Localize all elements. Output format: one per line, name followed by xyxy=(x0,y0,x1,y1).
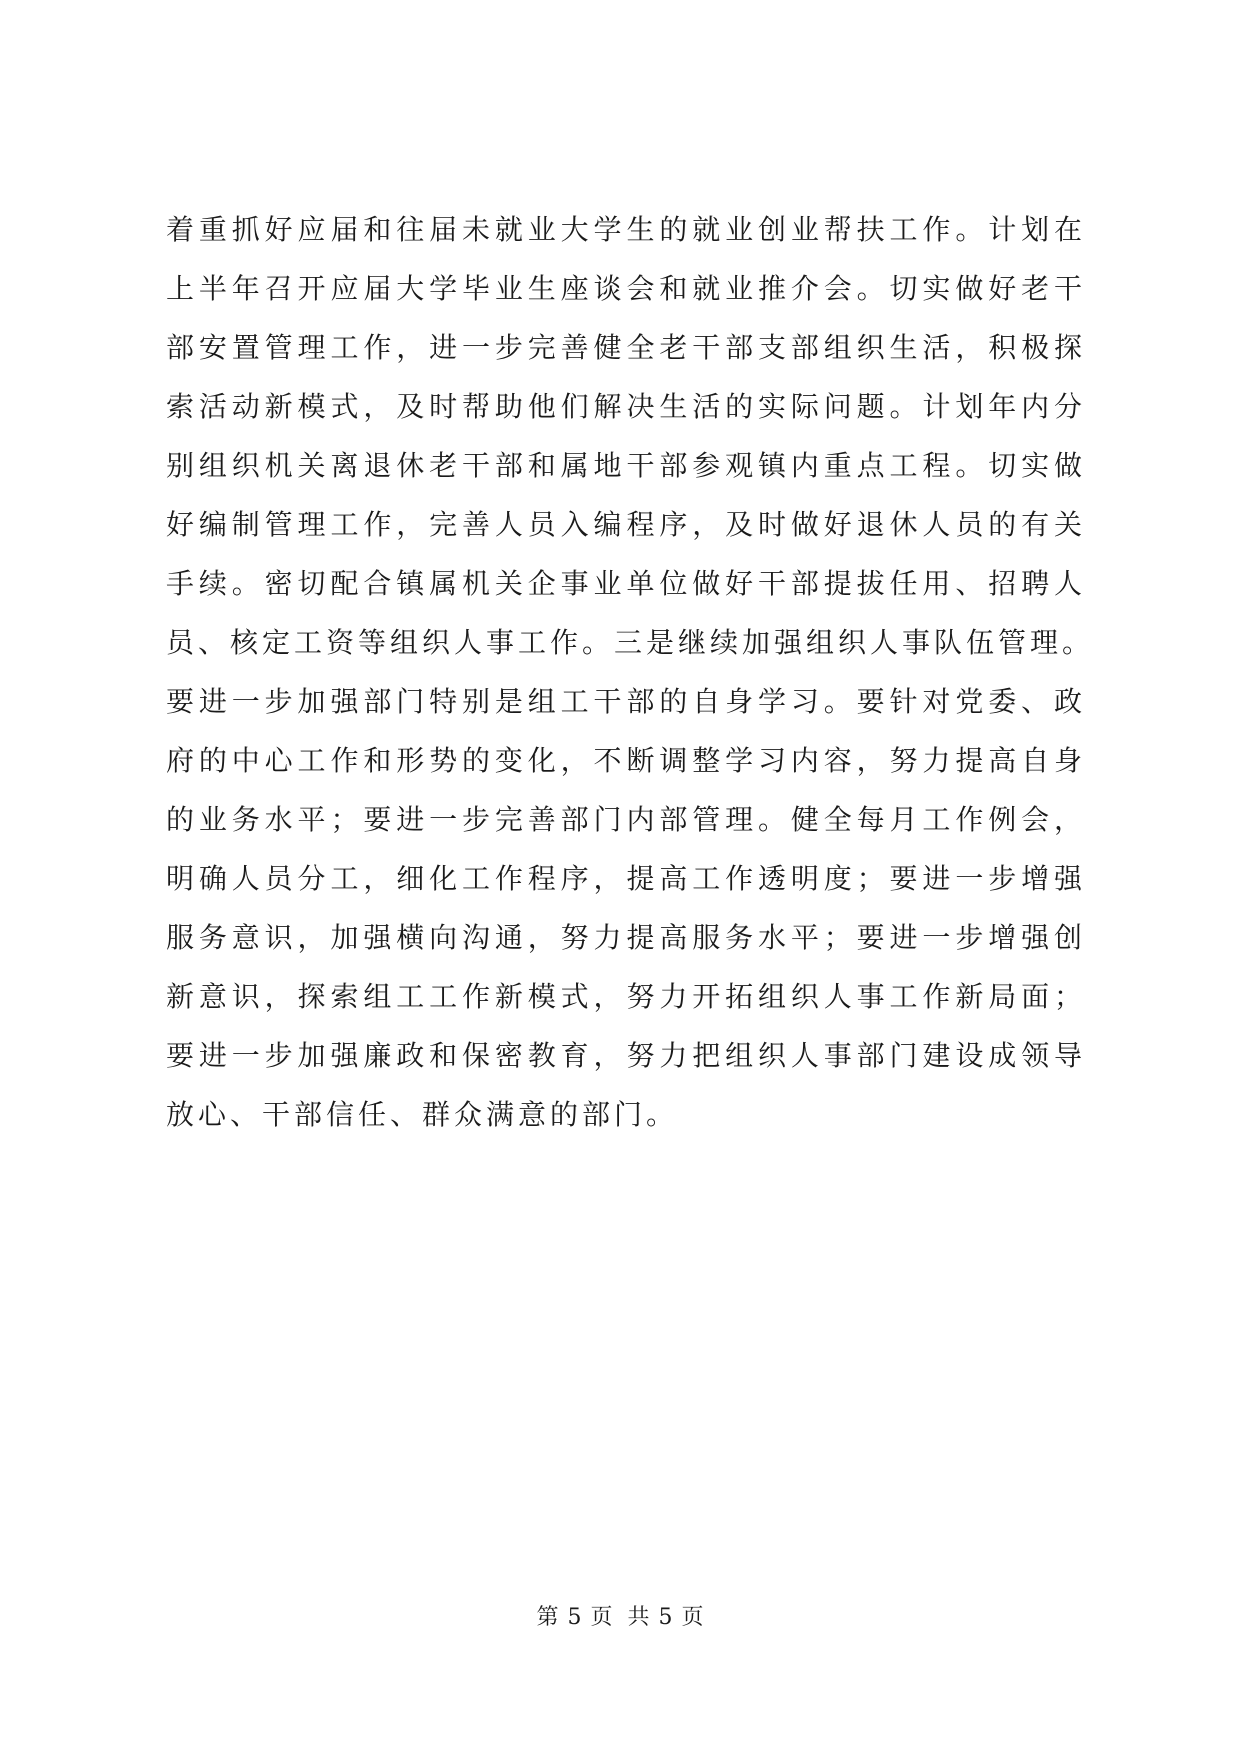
page-number: 第 5 页 xyxy=(536,1605,614,1630)
text-line: 服务意识，加强横向沟通，努力提高服务水平；要进一步增强创 xyxy=(166,921,1086,954)
text-line: 府的中心工作和形势的变化，不断调整学习内容，努力提高自身 xyxy=(166,744,1086,777)
text-line: 好编制管理工作，完善人员入编程序，及时做好退休人员的有关 xyxy=(166,508,1086,541)
text-line: 明确人员分工，细化工作程序，提高工作透明度；要进一步增强 xyxy=(166,862,1086,895)
text-line: 上半年召开应届大学毕业生座谈会和就业推介会。切实做好老干 xyxy=(166,272,1086,305)
text-line: 员、核定工资等组织人事工作。三是继续加强组织人事队伍管理。 xyxy=(166,626,1095,659)
text-line: 的业务水平；要进一步完善部门内部管理。健全每月工作例会， xyxy=(166,803,1086,836)
page-total: 共 5 页 xyxy=(627,1605,705,1630)
text-line: 手续。密切配合镇属机关企事业单位做好干部提拔任用、招聘人 xyxy=(166,567,1086,600)
text-line: 放心、干部信任、群众满意的部门。 xyxy=(166,1098,679,1131)
text-line: 部安置管理工作，进一步完善健全老干部支部组织生活，积极探 xyxy=(166,331,1086,364)
text-line: 要进一步加强部门特别是组工干部的自身学习。要针对党委、政 xyxy=(166,685,1086,718)
text-line: 要进一步加强廉政和保密教育，努力把组织人事部门建设成领导 xyxy=(166,1039,1086,1072)
text-line: 索活动新模式，及时帮助他们解决生活的实际问题。计划年内分 xyxy=(166,390,1086,423)
page-footer xyxy=(0,1603,1241,1633)
text-line: 着重抓好应届和往届未就业大学生的就业创业帮扶工作。计划在 xyxy=(166,213,1086,246)
body-text xyxy=(166,200,1095,1144)
text-line: 新意识，探索组工工作新模式，努力开拓组织人事工作新局面； xyxy=(166,980,1086,1013)
text-line: 别组织机关离退休老干部和属地干部参观镇内重点工程。切实做 xyxy=(166,449,1086,482)
